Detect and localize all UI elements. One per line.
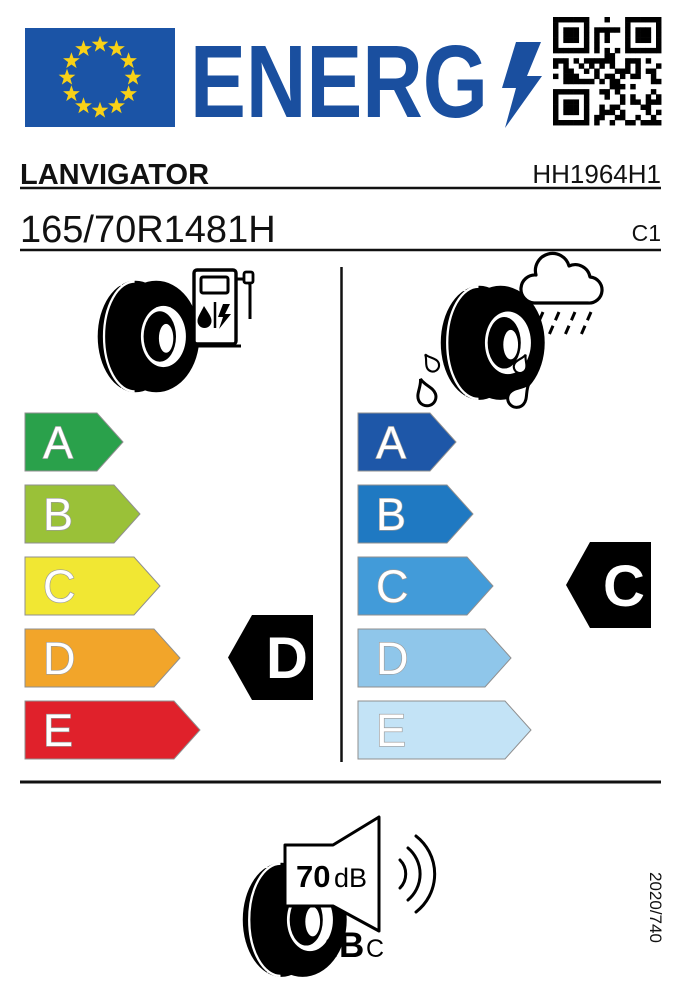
svg-text:C: C	[376, 561, 409, 612]
fuel-scale-letters	[43, 417, 76, 756]
sound-waves-icon	[400, 836, 435, 912]
wet-row-A	[358, 413, 456, 471]
lightning-bolt-icon	[502, 42, 542, 128]
fuel-row-A	[25, 413, 123, 471]
qr-code	[553, 17, 661, 125]
noise-value: 70	[296, 859, 331, 894]
fuel-tyre-icon	[93, 281, 200, 393]
tyre-class: C1	[631, 220, 661, 246]
tyre-size: 165/70R1481H	[20, 209, 276, 251]
svg-text:E: E	[43, 705, 74, 756]
product-code: HH1964H1	[532, 159, 661, 189]
wet-rating-indicator	[566, 542, 651, 628]
brand-name: LANVIGATOR	[20, 159, 210, 191]
noise-class-b-selected: B	[339, 926, 365, 965]
svg-text:C: C	[603, 554, 645, 619]
svg-text:E: E	[376, 705, 407, 756]
energ-logo-text: ENERG	[190, 24, 488, 139]
svg-text:A: A	[43, 417, 74, 468]
svg-text:D: D	[266, 626, 308, 691]
noise-class-a: A	[320, 935, 337, 963]
svg-text:D: D	[376, 633, 409, 684]
fuel-rating-indicator	[228, 615, 313, 700]
fuel-pump-icon	[189, 270, 253, 346]
svg-text:B: B	[376, 489, 407, 540]
svg-text:D: D	[43, 633, 76, 684]
svg-text:A: A	[376, 417, 407, 468]
svg-text:C: C	[43, 561, 76, 612]
noise-class-c: C	[366, 935, 385, 963]
regulation-number: 2020/740	[646, 872, 665, 943]
svg-text:B: B	[43, 489, 74, 540]
wet-scale-letters	[376, 417, 409, 756]
noise-unit: dB	[334, 863, 368, 893]
